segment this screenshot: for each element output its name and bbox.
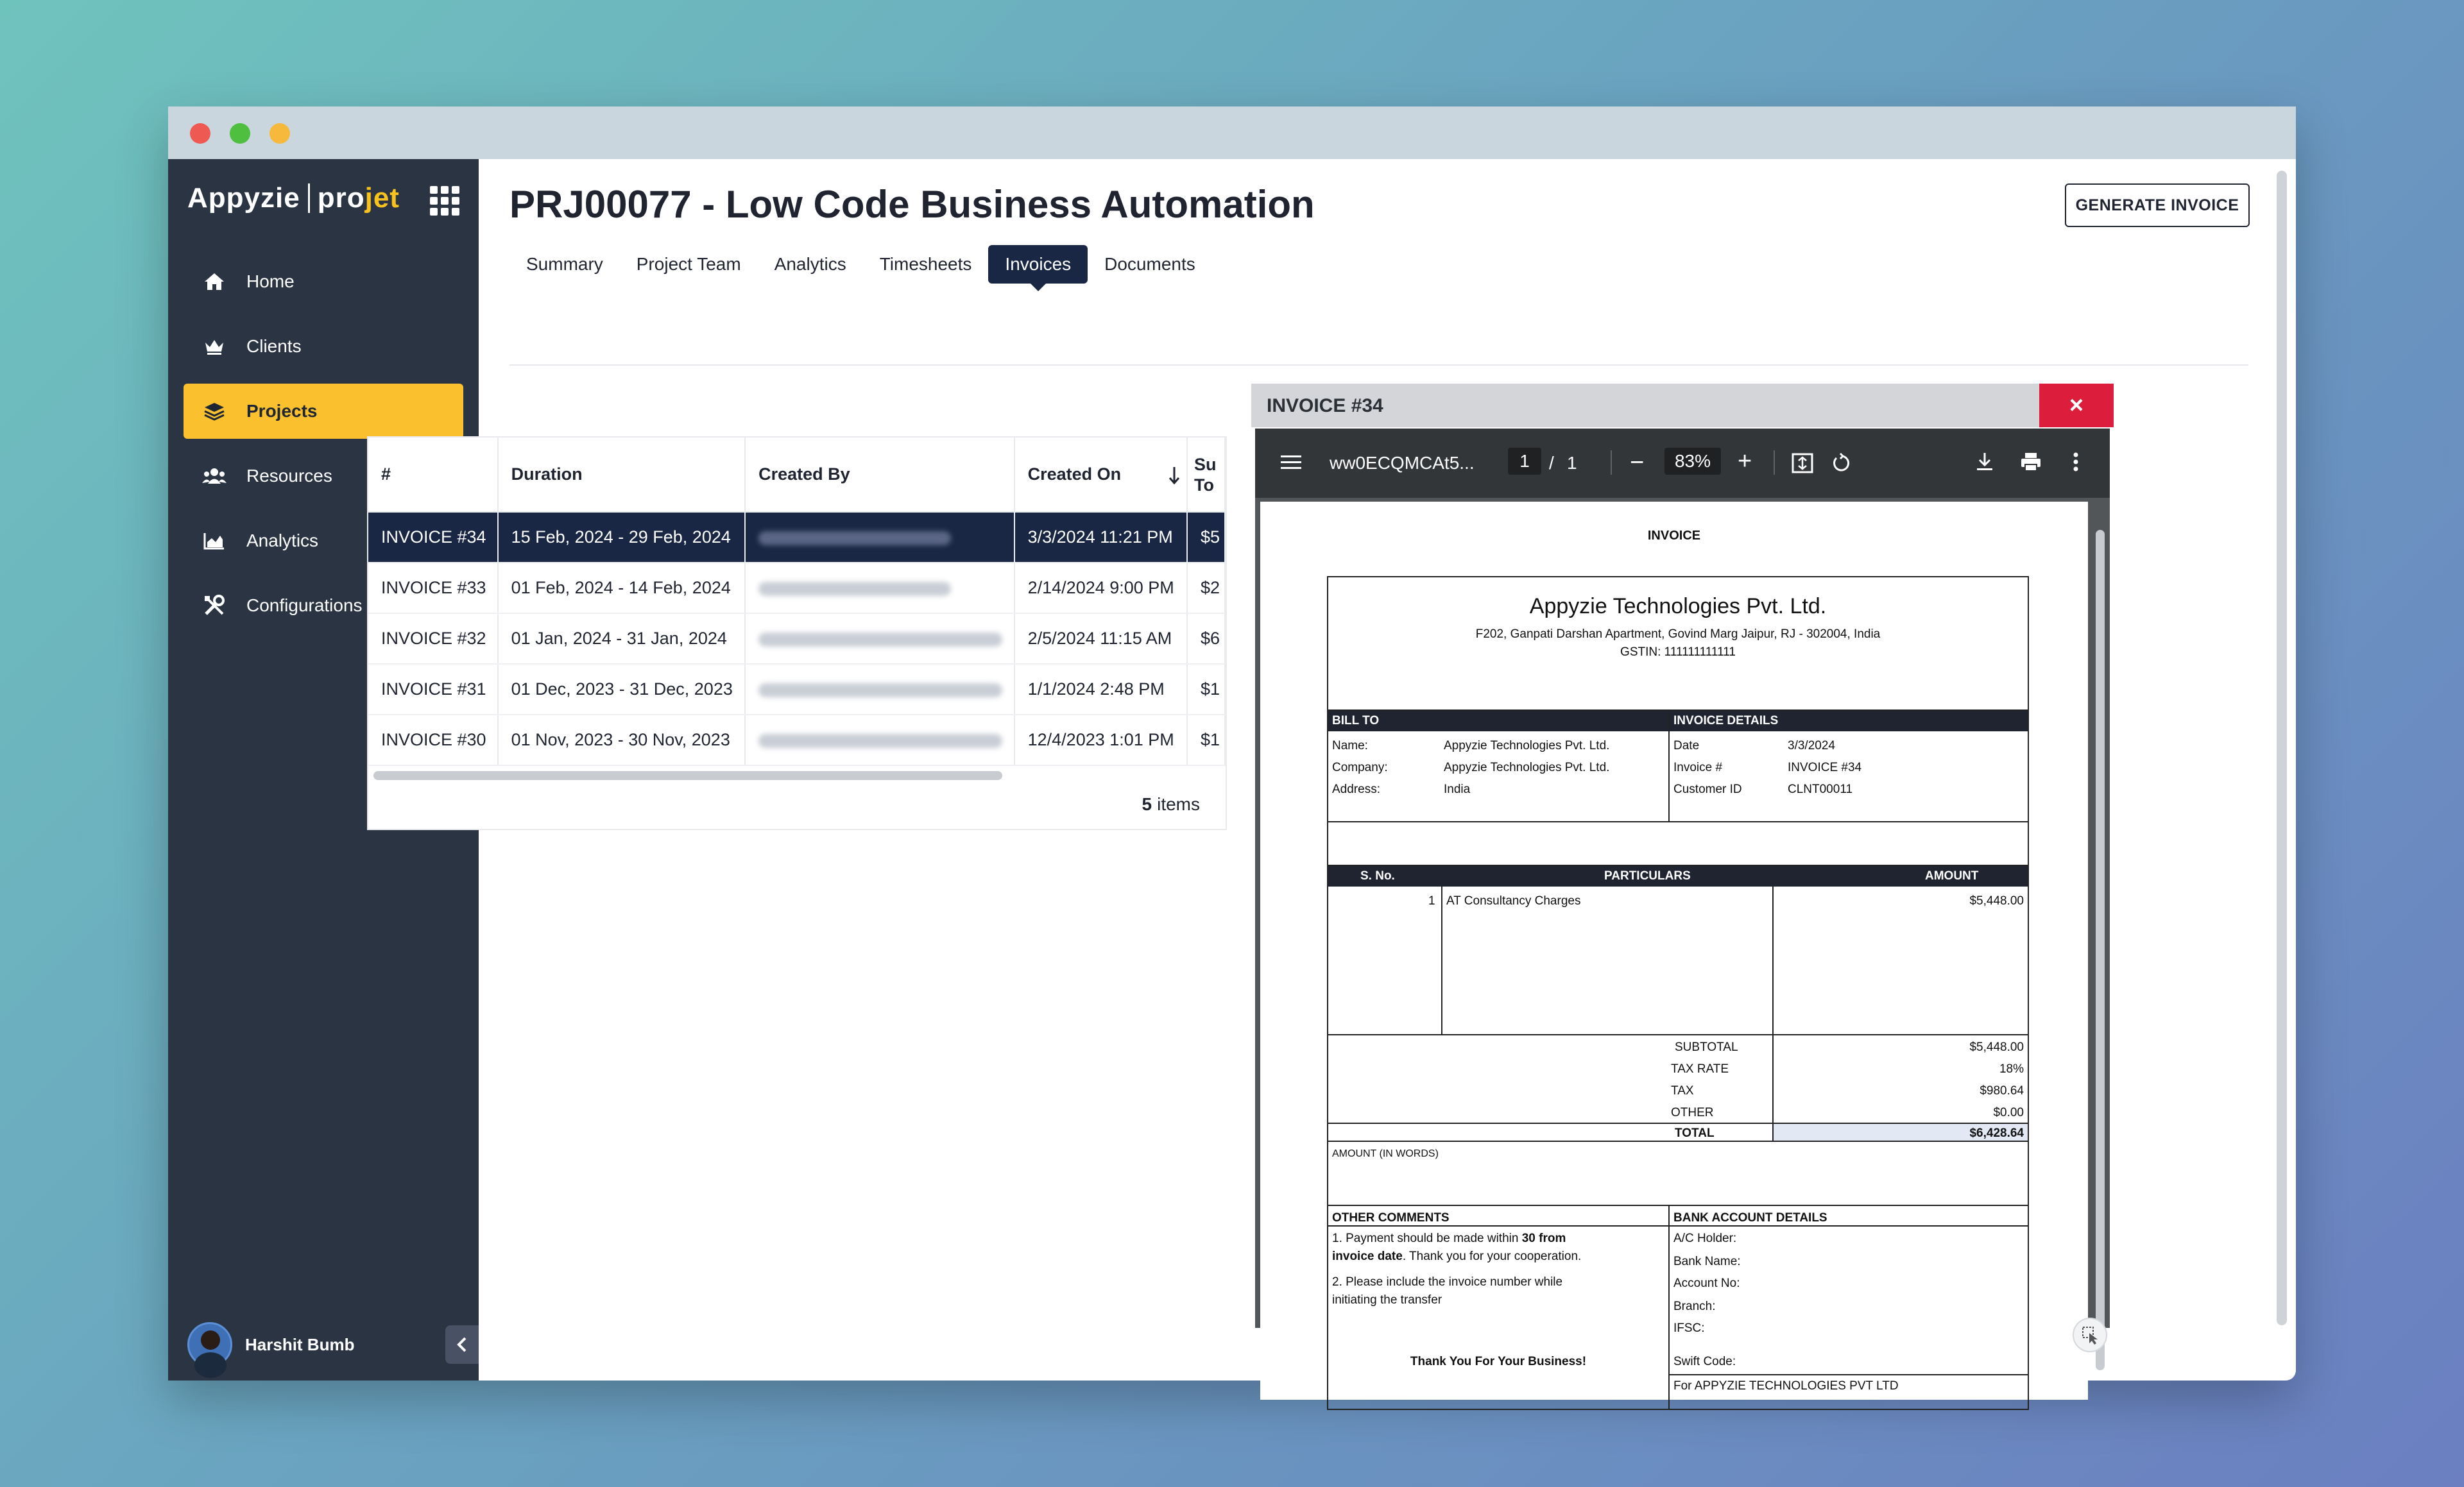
page-vertical-scrollbar[interactable]	[2277, 171, 2287, 1325]
detail-customer-label: Customer ID	[1673, 783, 1742, 796]
items-count: 5 items	[1142, 794, 1200, 814]
invoice-total: $1	[1187, 664, 1225, 715]
created-by-redacted	[745, 664, 1014, 715]
fit-page-icon[interactable]	[1792, 453, 1813, 478]
invoice-id: INVOICE #31	[368, 664, 498, 715]
close-window-button[interactable]	[190, 123, 210, 144]
particulars-header	[1328, 866, 2028, 887]
area-chart-icon	[200, 527, 228, 555]
browser-window	[168, 106, 2296, 1393]
sidebar-item-label: Home	[246, 271, 295, 291]
rotate-icon[interactable]	[1831, 453, 1852, 478]
bank-branch: Branch:	[1673, 1300, 1716, 1313]
invoice-details-header: INVOICE DETAILS	[1670, 711, 2028, 731]
pdf-page	[1260, 502, 2088, 1400]
bank-name: Bank Name:	[1673, 1255, 1741, 1268]
bank-ac-holder: A/C Holder:	[1673, 1232, 1737, 1245]
total-header-line1: Su	[1194, 454, 1217, 474]
invoices-table	[367, 436, 1227, 830]
invoice-duration: 01 Feb, 2024 - 14 Feb, 2024	[498, 563, 745, 613]
tab-analytics[interactable]: Analytics	[774, 254, 846, 274]
invoice-created-on: 2/5/2024 11:15 AM	[1014, 613, 1187, 664]
invoice-total: $1	[1187, 715, 1225, 765]
brand-right: projet	[317, 182, 400, 214]
invoice-duration: 01 Nov, 2023 - 30 Nov, 2023	[498, 715, 745, 765]
sidebar-item-projects[interactable]	[184, 384, 463, 439]
column-header-created-by[interactable]: Created By	[745, 438, 1014, 512]
invoice-details-box	[1668, 710, 2029, 822]
menu-icon[interactable]	[1281, 454, 1301, 475]
company-address: F202, Ganpati Darshan Apartment, Govind Marg Jaipur, RJ - 302004, India	[1475, 627, 1881, 641]
line-description: AT Consultancy Charges	[1446, 894, 1581, 908]
print-icon[interactable]	[2020, 452, 2042, 477]
invoice-total: $6	[1187, 613, 1225, 664]
apps-grid-icon[interactable]	[430, 186, 459, 216]
thanks-message: Thank You For Your Business!	[1410, 1355, 1587, 1368]
invoice-heading: INVOICE	[1647, 529, 1701, 543]
pdf-file-name: ww0ECQMCAt5...	[1330, 453, 1475, 473]
bank-swift: Swift Code:	[1673, 1355, 1736, 1368]
column-header-id[interactable]: #	[368, 438, 498, 512]
download-icon[interactable]	[1975, 452, 1994, 477]
home-icon	[200, 268, 228, 296]
pdf-vertical-scrollbar[interactable]	[2096, 530, 2105, 1370]
table-row[interactable]	[368, 512, 1225, 563]
comment-line-3: 2. Please include the invoice number while	[1332, 1275, 1563, 1289]
avatar	[187, 1322, 232, 1367]
user-profile[interactable]	[187, 1320, 354, 1369]
table-row[interactable]	[368, 715, 1225, 765]
bank-header: BANK ACCOUNT DETAILS	[1673, 1211, 1827, 1225]
other-value: $0.00	[1993, 1106, 2024, 1119]
subtotal-label: SUBTOTAL	[1675, 1041, 1738, 1054]
col-amount: AMOUNT	[1925, 869, 1979, 883]
chevron-left-icon	[456, 1336, 468, 1354]
line-amount: $5,448.00	[1969, 894, 2024, 908]
column-header-created-on[interactable]	[1014, 438, 1187, 512]
pdf-page-input[interactable]: 1	[1508, 448, 1541, 475]
table-horizontal-scrollbar[interactable]	[373, 771, 1002, 780]
bill-address-value: India	[1444, 783, 1471, 796]
invoice-duration: 01 Jan, 2024 - 31 Jan, 2024	[498, 613, 745, 664]
tab-timesheets[interactable]: Timesheets	[879, 254, 972, 274]
bill-to-header: BILL TO	[1328, 711, 1668, 731]
invoice-created-on: 12/4/2023 1:01 PM	[1014, 715, 1187, 765]
invoice-id: INVOICE #30	[368, 715, 498, 765]
users-icon	[200, 462, 228, 490]
invoice-total: $2	[1187, 563, 1225, 613]
detail-customer-value: CLNT00011	[1788, 783, 1853, 796]
bank-ifsc: IFSC:	[1673, 1321, 1705, 1335]
pdf-page-separator: /	[1549, 453, 1554, 473]
other-label: OTHER	[1671, 1106, 1714, 1119]
total-value: $6,428.64	[1969, 1126, 2024, 1140]
bill-name-label: Name:	[1332, 739, 1368, 752]
crown-icon	[200, 332, 228, 361]
comments-header: OTHER COMMENTS	[1332, 1211, 1450, 1225]
total-header-line2: To	[1194, 475, 1214, 495]
table-row[interactable]	[368, 664, 1225, 715]
col-particulars: PARTICULARS	[1604, 869, 1691, 883]
detail-invoice-label: Invoice #	[1673, 761, 1723, 774]
window-titlebar	[168, 106, 2296, 159]
taxrate-label: TAX RATE	[1671, 1062, 1729, 1076]
invoice-duration: 15 Feb, 2024 - 29 Feb, 2024	[498, 512, 745, 563]
layers-icon	[200, 397, 228, 425]
col-sno: S. No.	[1360, 869, 1395, 883]
created-by-redacted	[745, 563, 1014, 613]
maximize-window-button[interactable]	[230, 123, 250, 144]
invoice-id: INVOICE #34	[368, 512, 498, 563]
line-number: 1	[1428, 894, 1435, 908]
taxrate-value: 18%	[1999, 1062, 2024, 1076]
minimize-window-button[interactable]	[270, 123, 290, 144]
sidebar-item-label: Analytics	[246, 531, 319, 550]
invoice-id: INVOICE #32	[368, 613, 498, 664]
sidebar-item-home[interactable]	[184, 254, 463, 309]
sidebar-item-label: Projects	[246, 401, 318, 421]
amount-words-label: AMOUNT (IN WORDS)	[1332, 1148, 1439, 1159]
bank-details-box	[1668, 1205, 2029, 1410]
zoom-out-button[interactable]: −	[1630, 449, 1645, 476]
bill-company-label: Company:	[1332, 761, 1388, 774]
tabs-divider	[509, 364, 2248, 366]
brand-logo[interactable]	[187, 176, 400, 221]
company-box	[1327, 576, 2029, 711]
sidebar-item-label: Clients	[246, 336, 302, 356]
signature-company: For APPYZIE TECHNOLOGIES PVT LTD	[1673, 1379, 1899, 1393]
tax-label: TAX	[1671, 1084, 1694, 1098]
toolbar-divider	[1611, 450, 1612, 475]
tax-value: $980.64	[1980, 1084, 2024, 1098]
tab-project-team[interactable]: Project Team	[636, 254, 741, 274]
brand-left: Appyzie	[187, 182, 300, 214]
bank-account-no: Account No:	[1673, 1277, 1740, 1290]
generate-invoice-button[interactable]: GENERATE INVOICE	[2065, 183, 2250, 227]
detail-invoice-value: INVOICE #34	[1788, 761, 1862, 774]
created-by-redacted	[745, 613, 1014, 664]
invoice-duration: 01 Dec, 2023 - 31 Dec, 2023	[498, 664, 745, 715]
column-header-total[interactable]	[1187, 438, 1225, 512]
amount-words-box	[1327, 1141, 2029, 1206]
tools-icon	[200, 591, 228, 620]
sidebar-item-label: Configurations	[246, 595, 363, 615]
invoice-viewer-panel	[1251, 384, 2114, 1393]
tab-invoices[interactable]: Invoices	[988, 245, 1088, 284]
sidebar-item-clients[interactable]	[184, 319, 463, 374]
bill-name-value: Appyzie Technologies Pvt. Ltd.	[1444, 739, 1610, 752]
invoice-created-on: 2/14/2024 9:00 PM	[1014, 563, 1187, 613]
table-row[interactable]	[368, 613, 1225, 664]
pdf-page-total: 1	[1567, 453, 1577, 473]
particulars-box	[1327, 865, 2029, 1035]
close-viewer-button[interactable]: ×	[2039, 384, 2114, 427]
viewer-header	[1251, 384, 2114, 427]
tab-summary[interactable]: Summary	[526, 254, 603, 274]
total-label: TOTAL	[1675, 1126, 1715, 1140]
viewer-title: INVOICE #34	[1267, 395, 1383, 416]
company-gstin: GSTIN: 111111111111	[1620, 645, 1736, 659]
invoice-created-on: 1/1/2024 2:48 PM	[1014, 664, 1187, 715]
pdf-canvas	[1255, 498, 2110, 1393]
detail-date-label: Date	[1673, 739, 1700, 752]
spacer-box	[1327, 821, 2029, 866]
company-name: Appyzie Technologies Pvt. Ltd.	[1529, 594, 1827, 618]
project-tabs	[509, 245, 1212, 284]
pdf-toolbar	[1255, 429, 2110, 498]
invoice-total: $5	[1187, 512, 1225, 563]
user-name: Harshit Bumb	[245, 1334, 355, 1354]
subtotal-value: $5,448.00	[1969, 1041, 2024, 1054]
cursor-select-icon[interactable]	[2073, 1318, 2107, 1352]
column-header-duration[interactable]: Duration	[498, 438, 745, 512]
comment-line-1: 1. Payment should be made within 30 from	[1332, 1232, 1566, 1245]
toolbar-divider	[1774, 450, 1775, 475]
tab-documents[interactable]: Documents	[1104, 254, 1195, 274]
more-options-icon[interactable]	[2073, 452, 2079, 477]
page-title: PRJ00077 - Low Code Business Automation	[509, 183, 1315, 226]
totals-box	[1327, 1034, 2029, 1142]
bill-to-box	[1327, 710, 1670, 822]
comment-line-2: invoice date. Thank you for your cooperation.	[1332, 1250, 1582, 1263]
brand-separator	[308, 183, 310, 213]
table-row[interactable]	[368, 563, 1225, 613]
collapse-sidebar-button[interactable]	[445, 1325, 479, 1364]
comment-line-4: initiating the transfer	[1332, 1293, 1442, 1307]
bill-company-value: Appyzie Technologies Pvt. Ltd.	[1444, 761, 1610, 774]
bill-address-label: Address:	[1332, 783, 1380, 796]
invoice-id: INVOICE #33	[368, 563, 498, 613]
sidebar-item-label: Resources	[246, 466, 332, 486]
created-by-redacted	[745, 715, 1014, 765]
comments-box	[1327, 1205, 1670, 1410]
created-by-redacted	[745, 512, 1014, 563]
invoice-created-on: 3/3/2024 11:21 PM	[1014, 512, 1187, 563]
sort-desc-icon[interactable]	[1168, 466, 1180, 489]
zoom-level[interactable]: 83%	[1664, 448, 1721, 475]
detail-date-value: 3/3/2024	[1788, 739, 1835, 752]
zoom-in-button[interactable]: +	[1738, 448, 1752, 475]
created-on-header-label: Created On	[1027, 464, 1122, 484]
